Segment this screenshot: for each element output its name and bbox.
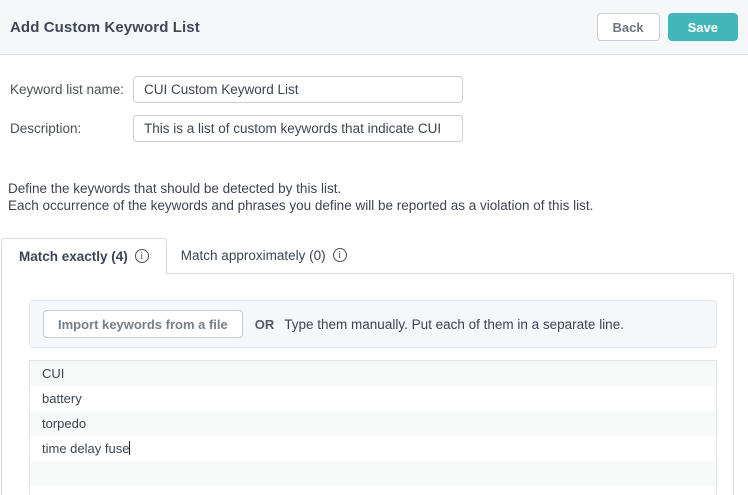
keyword-list-form [0, 55, 748, 142]
page-header [0, 0, 748, 55]
instructions-line-2: Each occurrence of the keywords and phrases you define will be reported as a violation of this list. [8, 198, 594, 213]
keyword-list-name-label: Keyword list name: [10, 82, 125, 97]
import-bar [29, 300, 717, 348]
save-button[interactable]: Save [668, 13, 738, 41]
manual-entry-hint: Type them manually. Put each of them in a separate line. [284, 316, 624, 332]
instructions-line-1: Define the keywords that should be detected by this list. [8, 181, 342, 196]
keyword-list-name-input[interactable] [133, 76, 463, 103]
import-keywords-button[interactable]: Import keywords from a file [43, 310, 243, 338]
keyword-line[interactable] [30, 386, 716, 411]
page-title: Add Custom Keyword List [10, 18, 200, 36]
description-input[interactable] [133, 115, 463, 142]
instructions-text [8, 180, 740, 214]
tab-bar [1, 237, 734, 273]
tab-match-approximately-label: Match approximately (0) [180, 247, 326, 263]
info-icon[interactable]: i [135, 249, 149, 263]
back-button[interactable]: Back [597, 13, 660, 41]
keyword-line[interactable] [30, 361, 716, 386]
description-label: Description: [10, 121, 82, 136]
keyword-textarea[interactable] [29, 360, 717, 495]
form-row-description [10, 115, 748, 142]
keyword-line-empty[interactable] [30, 486, 716, 495]
keyword-line-empty[interactable] [30, 461, 716, 486]
tab-match-exactly[interactable] [1, 238, 167, 274]
keyword-text: battery [42, 391, 82, 406]
tab-match-exactly-label: Match exactly (4) [19, 248, 128, 264]
keyword-text: time delay fuse [42, 441, 130, 456]
text-cursor [129, 441, 130, 455]
info-icon[interactable]: i [333, 248, 347, 262]
tabs-section [0, 237, 748, 495]
match-exactly-panel [1, 273, 734, 495]
form-row-name [10, 76, 748, 103]
keyword-line[interactable] [30, 436, 716, 461]
tab-match-approximately[interactable] [167, 237, 361, 273]
keyword-text: torpedo [42, 416, 87, 431]
keyword-text: CUI [42, 366, 65, 381]
keyword-line[interactable] [30, 411, 716, 436]
or-separator-label: OR [254, 316, 275, 332]
